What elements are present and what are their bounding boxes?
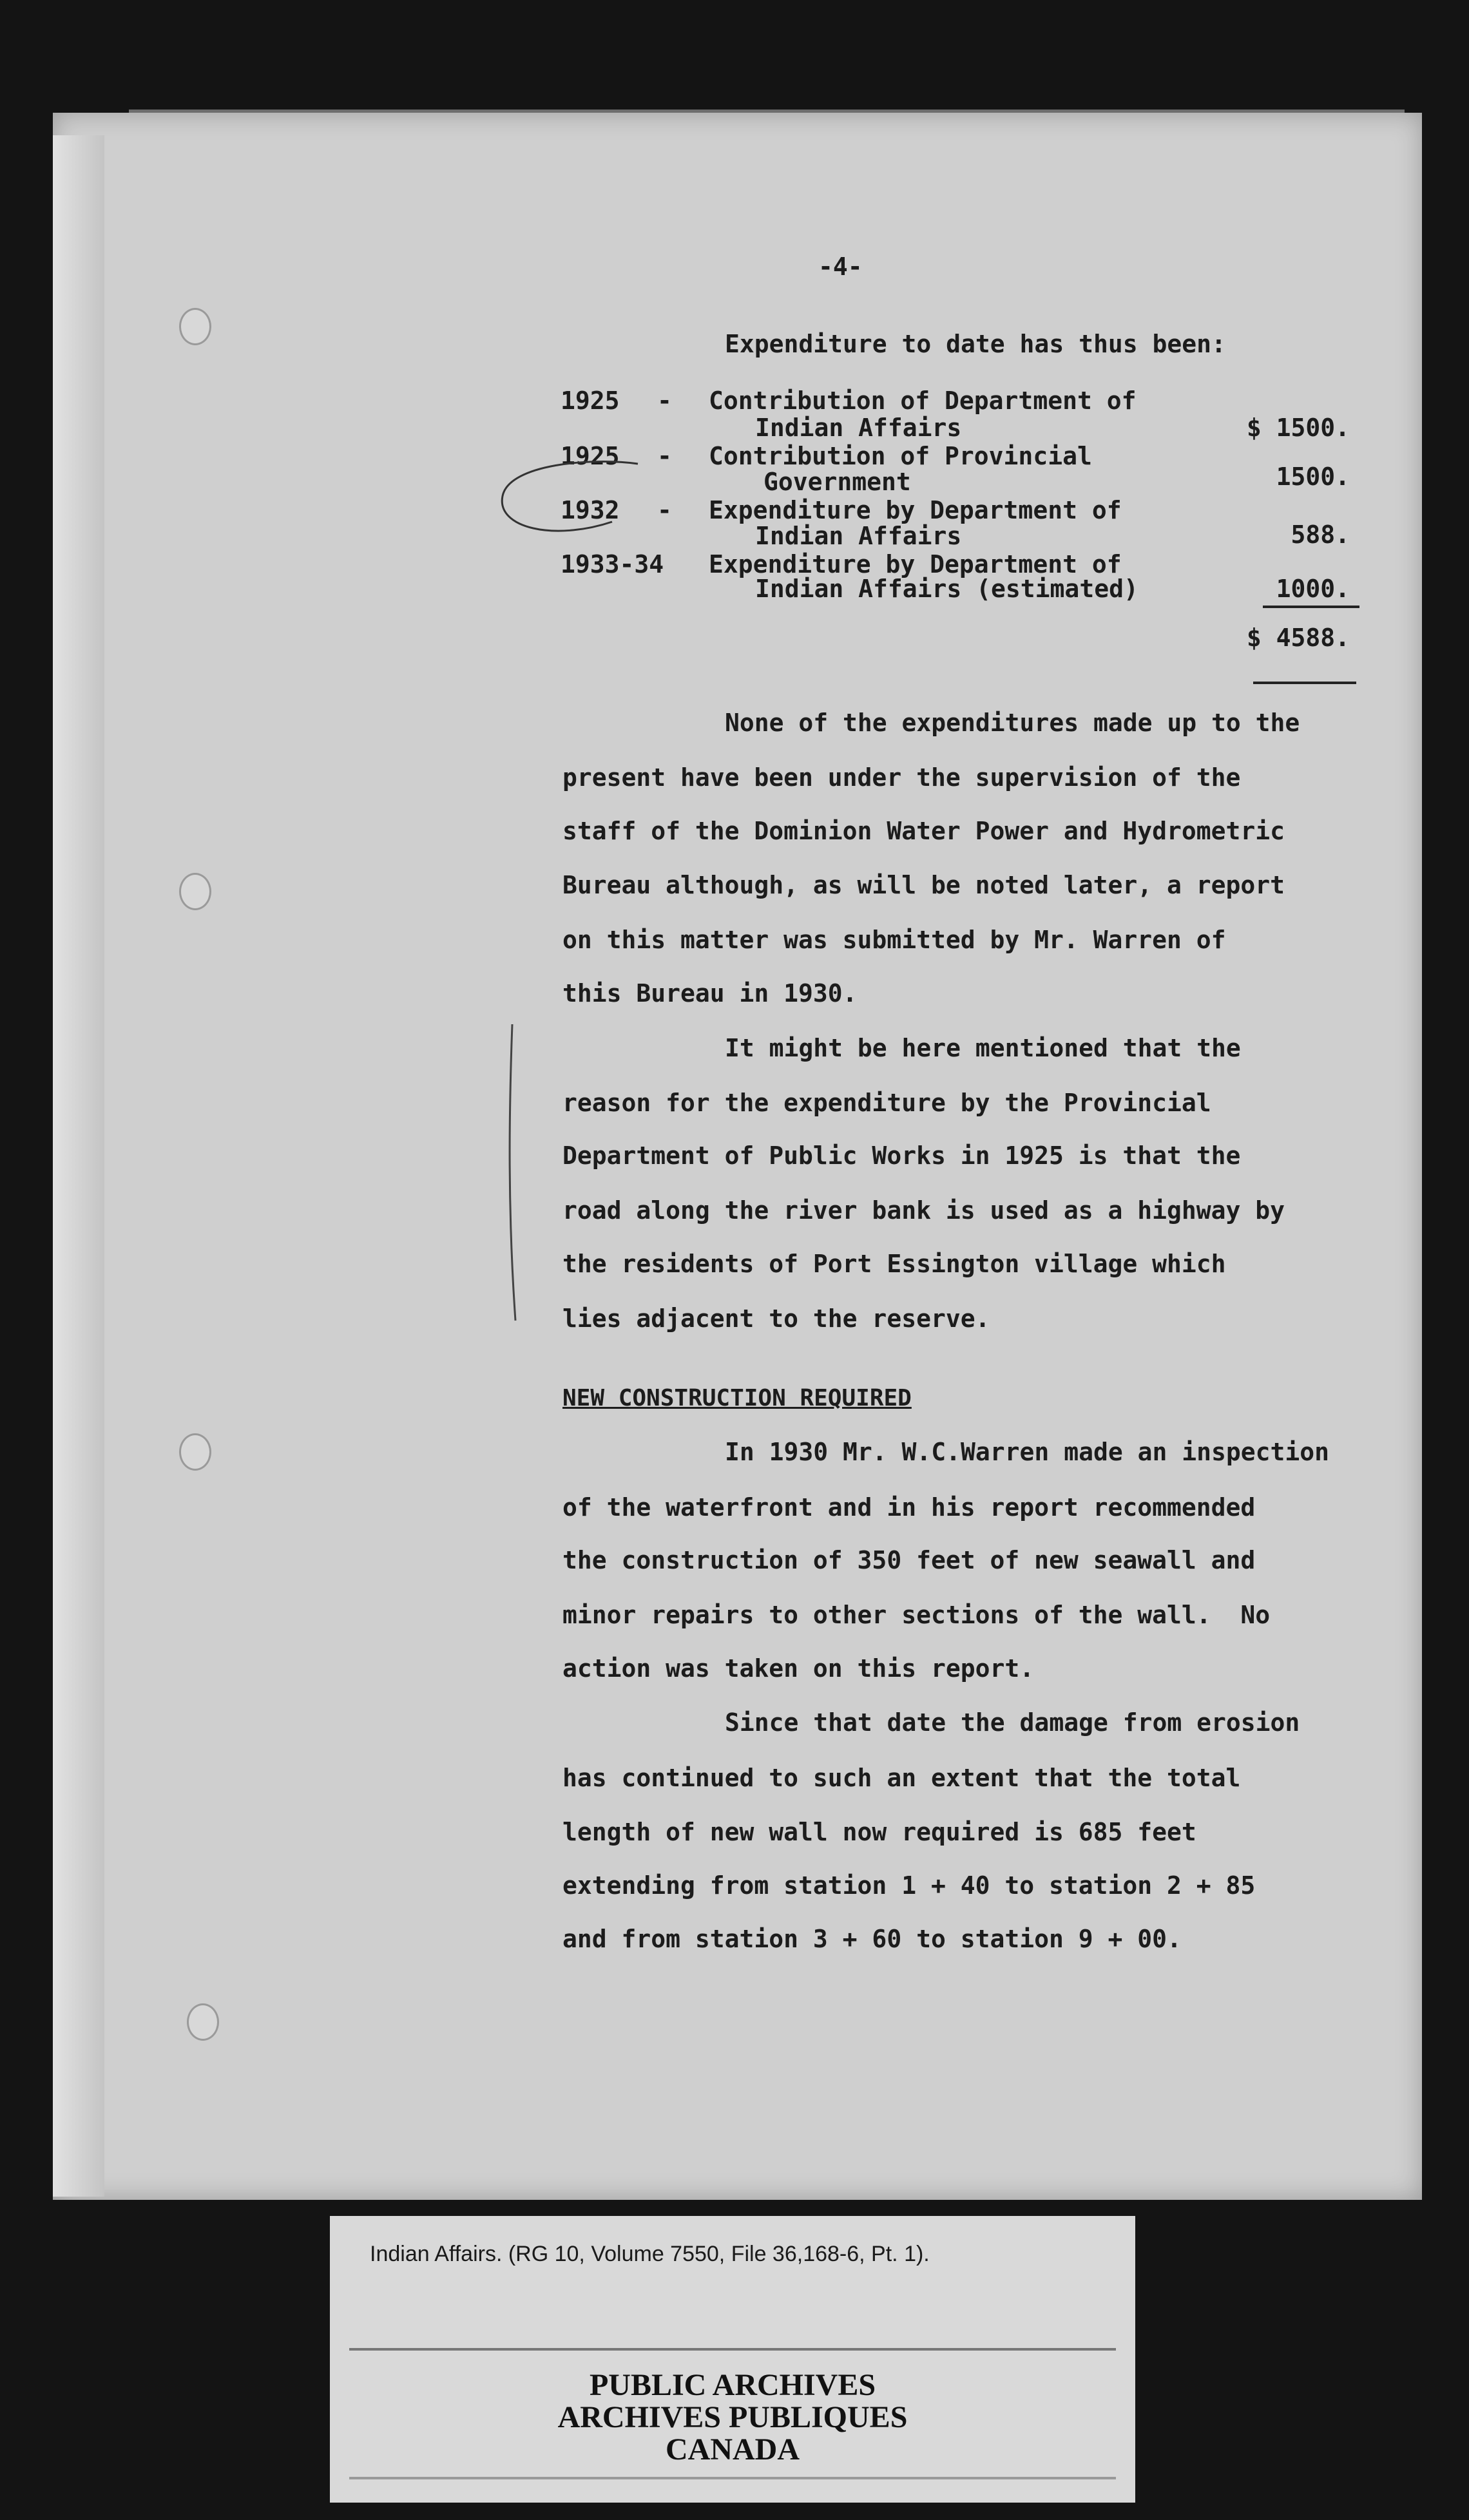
paragraph-line: the construction of 350 feet of new seawall and — [562, 1546, 1256, 1574]
expenditure-year: 1932 — [561, 496, 620, 524]
paragraph-line: present have been under the supervision of the — [562, 763, 1241, 792]
expenditure-year: 1933-34 — [561, 550, 664, 578]
paragraph-line: the residents of Port Essington village which — [562, 1250, 1226, 1278]
archive-stamp-line: CANADA — [666, 2432, 800, 2467]
punch-hole — [179, 873, 211, 910]
expenditure-description: Expenditure by Department of — [709, 550, 1122, 578]
expenditure-dash: - — [657, 442, 672, 470]
expenditure-description: Contribution of Department of — [709, 387, 1137, 415]
expenditure-description: Contribution of Provincial — [709, 442, 1092, 470]
paragraph-line: None of the expenditures made up to the — [725, 709, 1300, 737]
paragraph-line: length of new wall now required is 685 feet — [562, 1818, 1196, 1846]
paragraph-line: road along the river bank is used as a highway by — [562, 1196, 1285, 1225]
expenditure-description: Indian Affairs — [755, 522, 962, 550]
paragraph-line: this Bureau in 1930. — [562, 979, 858, 1007]
expenditure-description: Indian Affairs — [755, 414, 962, 442]
expenditure-amount: 1500. — [1276, 463, 1350, 491]
archive-stamp-line: PUBLIC ARCHIVES — [589, 2368, 876, 2402]
subtotal-rule — [1263, 606, 1359, 608]
expenditure-dash: - — [657, 496, 672, 524]
paragraph-line: has continued to such an extent that the total — [562, 1764, 1241, 1792]
expenditure-amount: $ 1500. — [1246, 414, 1350, 442]
paragraph-line: extending from station 1 + 40 to station 2 + 85 — [562, 1871, 1256, 1900]
paragraph-line: and from station 3 + 60 to station 9 + 00. — [562, 1925, 1182, 1953]
label-divider — [349, 2348, 1116, 2351]
punch-hole — [187, 2003, 219, 2041]
expenditure-dash: - — [657, 387, 672, 415]
paragraph-line: action was taken on this report. — [562, 1654, 1035, 1683]
pencil-mark — [490, 1018, 528, 1340]
expenditure-description: Expenditure by Department of — [709, 496, 1122, 524]
paragraph-line: lies adjacent to the reserve. — [562, 1304, 990, 1333]
archive-reference: Indian Affairs. (RG 10, Volume 7550, File 36,168-6, Pt. 1). — [370, 2242, 930, 2266]
paragraph-line: Department of Public Works in 1925 is that the — [562, 1141, 1241, 1170]
paragraph-line: of the waterfront and in his report recommended — [562, 1493, 1256, 1522]
expenditure-year: 1925 — [561, 387, 620, 415]
expenditure-amount: 588. — [1291, 520, 1350, 549]
expenditure-amount: 1000. — [1276, 575, 1350, 603]
total-rule — [1253, 682, 1356, 684]
paragraph-line: Since that date the damage from erosion — [725, 1708, 1300, 1737]
paragraph-line: In 1930 Mr. W.C.Warren made an inspection — [725, 1438, 1329, 1466]
paragraph-line: reason for the expenditure by the Provincial — [562, 1089, 1211, 1117]
expenditure-total: $ 4588. — [1246, 624, 1350, 652]
expenditure-description: Indian Affairs (estimated) — [755, 575, 1138, 603]
pencil-mark — [464, 438, 657, 567]
expenditure-year: 1925 — [561, 442, 620, 470]
label-divider — [349, 2477, 1116, 2479]
paragraph-line: staff of the Dominion Water Power and Hydrometric — [562, 817, 1285, 845]
page-number: -4- — [818, 253, 863, 281]
expenditure-description: Government — [763, 468, 911, 496]
section-heading: NEW CONSTRUCTION REQUIRED — [562, 1385, 912, 1411]
archive-stamp-line: ARCHIVES PUBLIQUES — [557, 2400, 908, 2434]
expenditure-intro: Expenditure to date has thus been: — [725, 330, 1226, 358]
punch-hole — [179, 308, 211, 345]
page-fold-shadow — [53, 135, 104, 2197]
paragraph-line: Bureau although, as will be noted later, a report — [562, 871, 1285, 899]
punch-hole — [179, 1433, 211, 1471]
paragraph-line: minor repairs to other sections of the wall. No — [562, 1601, 1271, 1629]
paragraph-line: on this matter was submitted by Mr. Warren of — [562, 926, 1226, 954]
paragraph-line: It might be here mentioned that the — [725, 1034, 1241, 1062]
archive-label — [330, 2216, 1135, 2503]
